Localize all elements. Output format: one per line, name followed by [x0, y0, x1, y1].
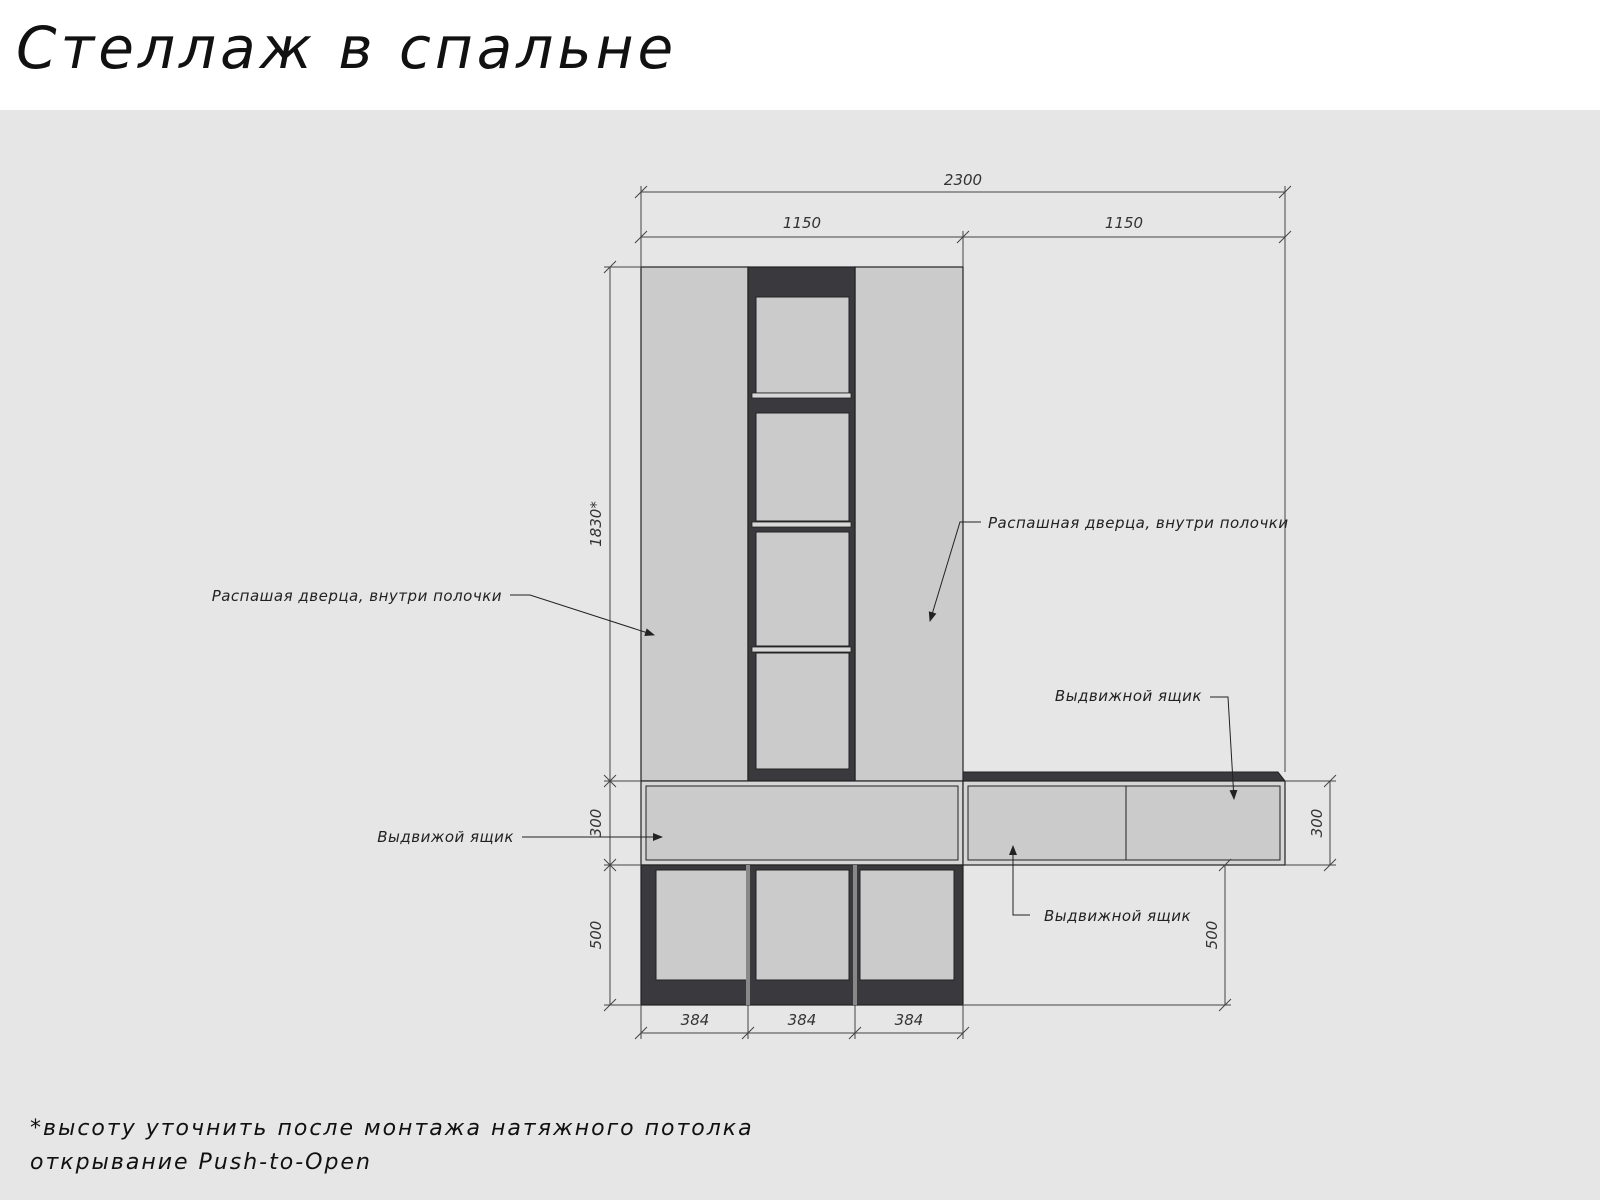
callout-right-drawer-top: Выдвижной ящик — [1054, 687, 1202, 705]
shelf-2 — [752, 522, 851, 527]
callout-right-drawer-bottom: Выдвижной ящик — [1044, 907, 1192, 925]
callout-left-door: Распашая дверца, внутри полочки — [211, 587, 502, 605]
dim-base-height-right: 500 — [1203, 920, 1221, 950]
right-drawer-unit — [963, 772, 1285, 865]
right-drawer-front-1 — [968, 786, 1126, 860]
dim-overall-width: 2300 — [943, 171, 983, 189]
right-drawer-front-2 — [1126, 786, 1280, 860]
note-opening: открывание Push-to-Open — [30, 1150, 372, 1175]
callout-right-door: Распашная дверца, внутри полочки — [988, 514, 1289, 532]
shelf-1 — [752, 393, 851, 398]
base-cell-2 — [756, 870, 849, 980]
dim-total-height: 1830* — [587, 501, 605, 547]
notes — [30, 1112, 754, 1180]
callout-left-drawer: Выдвижой ящик — [377, 828, 514, 846]
left-drawer-front — [646, 786, 958, 860]
dim-cell-width-1: 384 — [680, 1011, 710, 1029]
dim-drawer-height-left: 300 — [587, 808, 605, 838]
dim-base-height-left: 500 — [587, 920, 605, 950]
shelf-3 — [752, 647, 851, 652]
dim-cell-width-2: 384 — [787, 1011, 817, 1029]
shelf-cell-2 — [756, 413, 849, 521]
shelf-cell-3 — [756, 532, 849, 646]
base-cell-1 — [656, 870, 747, 980]
note-height: *высоту уточнить после монтажа натяжного потолка — [30, 1116, 754, 1141]
shelf-cell-4 — [756, 653, 849, 769]
dim-drawer-height-right: 300 — [1308, 808, 1326, 838]
right-door — [855, 267, 963, 781]
base-cell-3 — [860, 870, 954, 980]
dim-left-width: 1150 — [782, 214, 822, 232]
shelf-cell-1 — [756, 297, 849, 393]
dim-cell-width-3: 384 — [894, 1011, 924, 1029]
dim-right-width: 1150 — [1104, 214, 1144, 232]
page-title: Стеллаж в спальне — [16, 14, 678, 82]
left-drawer-unit — [641, 781, 963, 865]
tall-cabinet — [641, 267, 963, 781]
base-cells — [641, 865, 963, 1005]
left-door — [641, 267, 748, 781]
